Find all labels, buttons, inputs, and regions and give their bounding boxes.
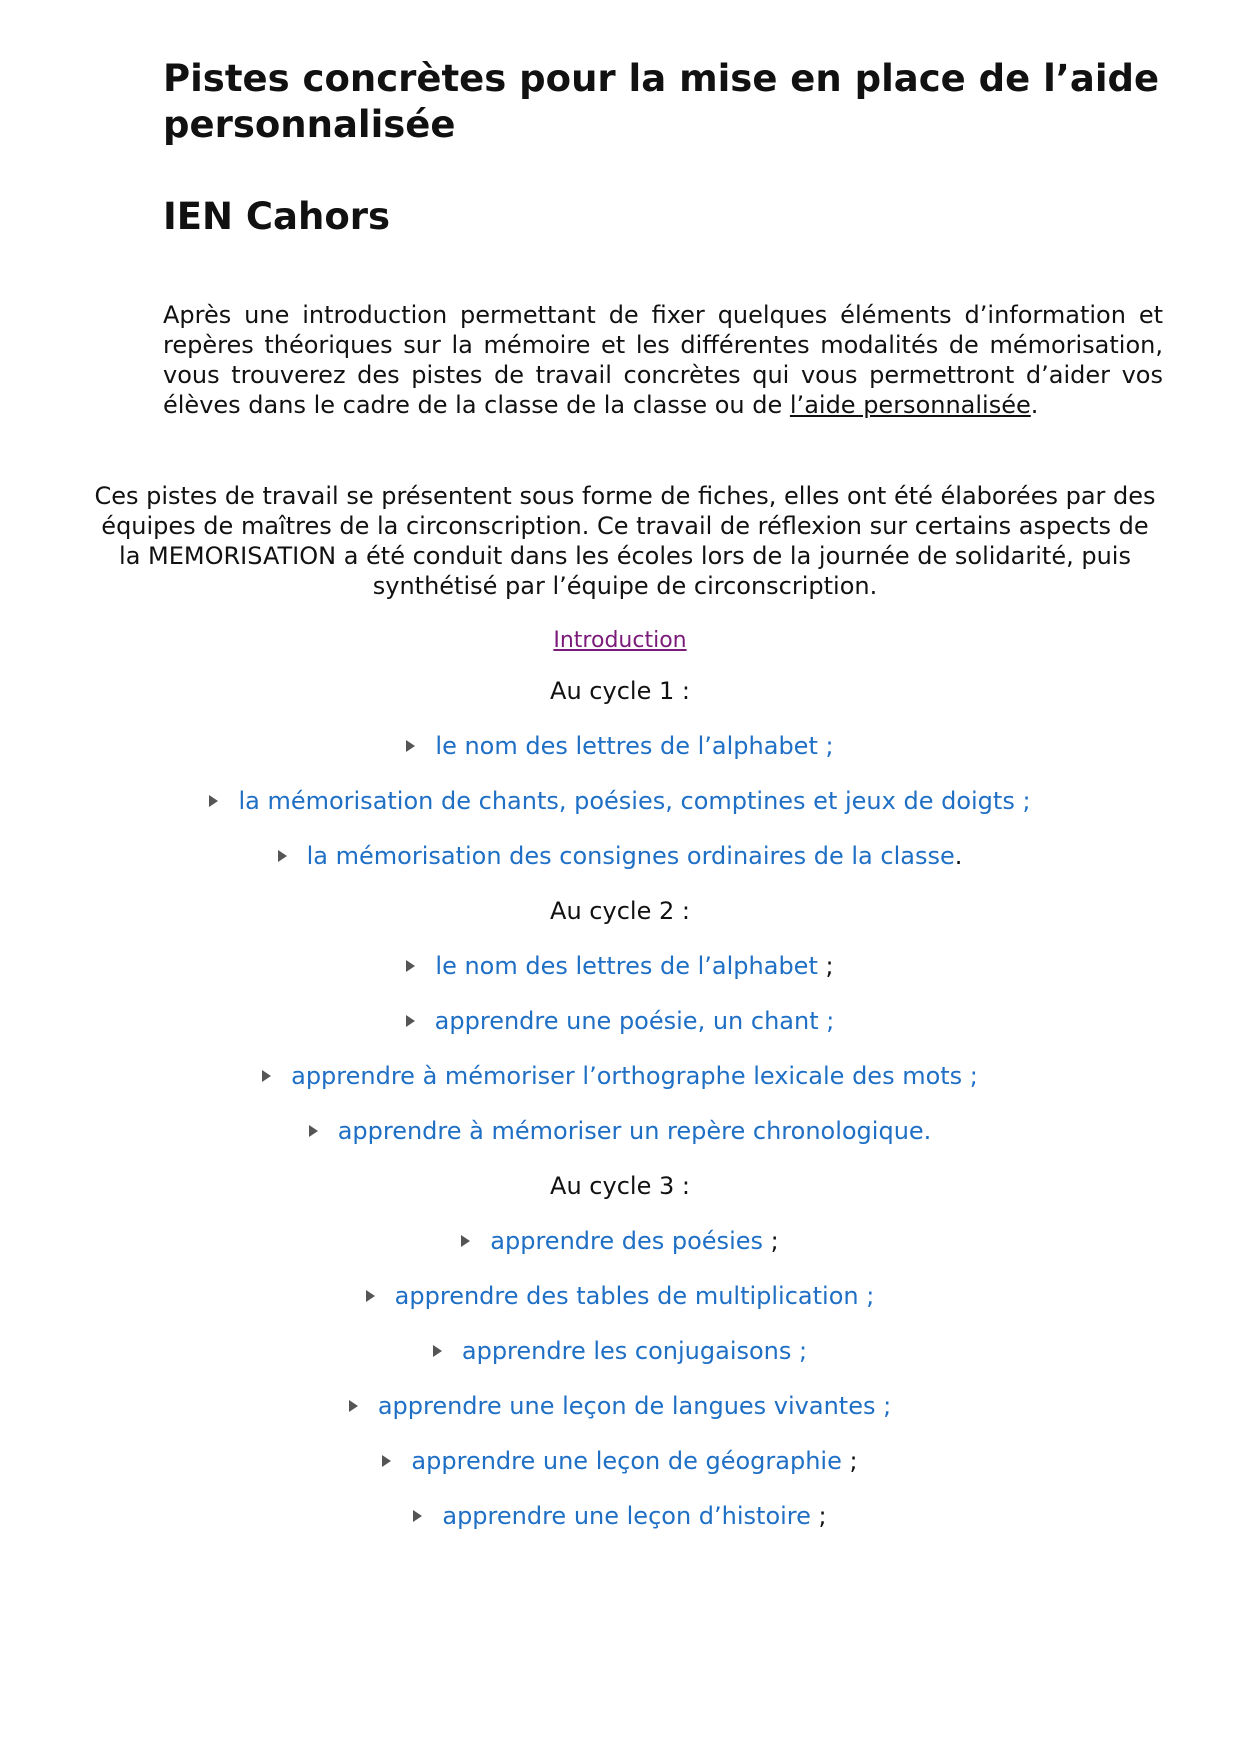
item-trail: ;: [841, 1447, 858, 1475]
introduction-link[interactable]: Introduction: [553, 628, 687, 653]
cycle-heading: Au cycle 1 :: [550, 677, 690, 705]
cycle-heading: Au cycle 3 :: [550, 1172, 690, 1200]
list-item: [0, 1114, 1240, 1169]
cycle3-item-link[interactable]: apprendre des poésies: [490, 1227, 763, 1255]
list-item: [0, 949, 1240, 1004]
aide-personnalisee-link[interactable]: l’aide personnalisée: [789, 391, 1031, 419]
list-item: [0, 839, 1240, 894]
list-item: [0, 1224, 1240, 1279]
list-item: [0, 1444, 1240, 1499]
triangle-bullet-icon: [278, 850, 287, 862]
list-item: [0, 784, 1240, 839]
intro-paragraph: [163, 300, 1163, 420]
intro-end: .: [1030, 391, 1039, 419]
cycle1-item-link[interactable]: le nom des lettres de l’alphabet ;: [435, 732, 834, 760]
list-item: [0, 729, 1240, 784]
cycle1-item-link[interactable]: la mémorisation de chants, poésies, comptines et jeux de doigts ;: [238, 787, 1031, 815]
description-paragraph: Ces pistes de travail se présentent sous forme de fiches, elles ont été élaborées par des équipes de maîtres de la circonscription. Ce travail de réflexion sur certains aspects de la MEMORISATION a été conduit dans les écoles lors de la journée de solidarité, puis synthétisé par l’équipe de circonscription.: [94, 482, 1156, 600]
list-item: [0, 1334, 1240, 1389]
triangle-bullet-icon: [406, 960, 415, 972]
cycle-heading: Au cycle 2 :: [550, 897, 690, 925]
item-trail: .: [954, 842, 963, 870]
document-title: Pistes concrètes pour la mise en place de l’aide personnalisée: [163, 57, 1160, 146]
triangle-bullet-icon: [406, 740, 415, 752]
triangle-bullet-icon: [413, 1510, 422, 1522]
item-trail: ;: [763, 1227, 779, 1255]
document-subtitle: IEN Cahors: [163, 195, 391, 238]
item-trail: ;: [817, 952, 834, 980]
triangle-bullet-icon: [309, 1125, 318, 1137]
triangle-bullet-icon: [209, 795, 218, 807]
table-of-contents: [0, 622, 1240, 1554]
triangle-bullet-icon: [461, 1235, 470, 1247]
cycle3-item-link[interactable]: apprendre une leçon de langues vivantes ;: [377, 1392, 892, 1420]
introduction-row: [0, 622, 1240, 674]
list-item: [0, 1279, 1240, 1334]
triangle-bullet-icon: [433, 1345, 442, 1357]
item-trail: ;: [810, 1502, 827, 1530]
cycle3-item-link[interactable]: apprendre une leçon d’histoire: [442, 1502, 811, 1530]
list-item: [0, 1389, 1240, 1444]
cycle3-item-link[interactable]: apprendre des tables de multiplication ;: [394, 1282, 875, 1310]
cycle2-item-link[interactable]: le nom des lettres de l’alphabet: [435, 952, 818, 980]
triangle-bullet-icon: [349, 1400, 358, 1412]
cycle3-item-link[interactable]: apprendre les conjugaisons ;: [461, 1337, 808, 1365]
triangle-bullet-icon: [382, 1455, 391, 1467]
list-item: [0, 1059, 1240, 1114]
triangle-bullet-icon: [366, 1290, 375, 1302]
cycle-heading-row: [0, 674, 1240, 729]
list-item: [0, 1499, 1240, 1554]
cycle1-item-link[interactable]: la mémorisation des consignes ordinaires de la classe: [306, 842, 955, 870]
cycle-heading-row: [0, 894, 1240, 949]
intro-text: Après une introduction permettant de fixer quelques éléments d’information et repères théoriques sur la mémoire et les différentes modalités de mémorisation, vous trouverez des pistes de travail concrètes qui vous permettront d’aider vos élèves dans le cadre de la classe de la classe ou de: [163, 301, 1163, 419]
cycle2-item-link[interactable]: apprendre à mémoriser l’orthographe lexicale des mots ;: [291, 1062, 978, 1090]
list-item: [0, 1004, 1240, 1059]
cycle2-item-link[interactable]: apprendre à mémoriser un repère chronologique.: [337, 1117, 932, 1145]
cycle3-item-link[interactable]: apprendre une leçon de géographie: [411, 1447, 842, 1475]
cycle-heading-row: [0, 1169, 1240, 1224]
triangle-bullet-icon: [262, 1070, 271, 1082]
cycle2-item-link[interactable]: apprendre une poésie, un chant ;: [434, 1007, 835, 1035]
triangle-bullet-icon: [406, 1015, 415, 1027]
